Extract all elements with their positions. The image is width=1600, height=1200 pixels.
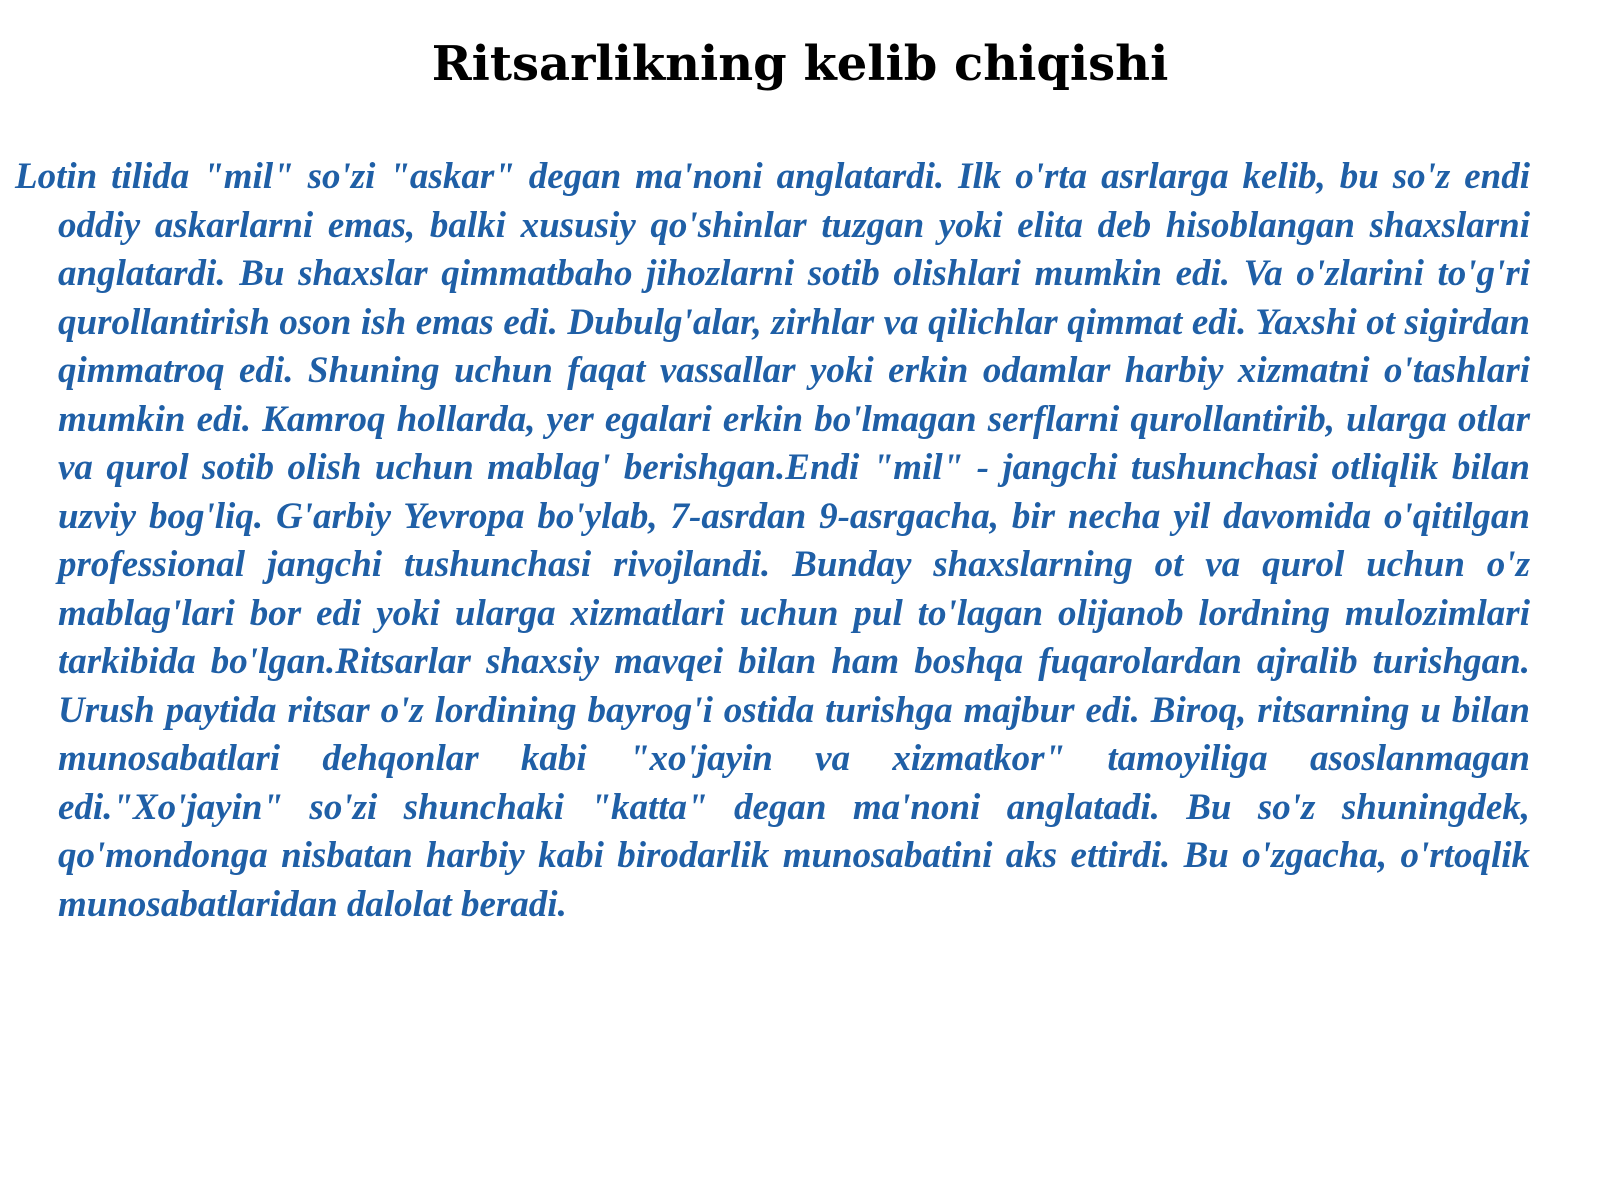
- slide-body-paragraph: Lotin tilida "mil" so'zi "askar" degan ma'noni anglatardi. Ilk o'rta asrlarga kelib, bu so'z endi oddiy askarlarni emas, balki xususiy qo'shinlar tuzgan yoki elita deb hisoblangan shaxslarni anglatardi. Bu shaxslar qimmatbaho jihozlarni sotib olishlari mumkin edi. Va o'zlarini to'g'ri qurollantirish oson ish emas edi. Dubulg'alar, zirhlar va qilichlar qimmat edi. Yaxshi ot sigirdan qimmatroq edi. Shuning uchun faqat vassallar yoki erkin odamlar harbiy xizmatni o'tashlari mumkin edi. Kamroq hollarda, yer egalari erkin bo'lmagan serflarni qurollantirib, ularga otlar va qurol sotib olish uchun mablag' berishgan.Endi "mil" - jangchi tushunchasi otliqlik bilan uzviy bog'liq. G'arbiy Yevropa bo'ylab, 7-asrdan 9-asrgacha, bir necha yil davomida o'qitilgan professional jangchi tushunchasi rivojlandi. Bunday shaxslarning ot va qurol uchun o'z mablag'lari bor edi yoki ularga xizmatlari uchun pul to'lagan olijanob lordning mulozimlari tarkibida bo'lgan.Ritsarlar shaxsiy mavqei bilan ham boshqa fuqarolardan ajralib turishgan. Urush paytida ritsar o'z lordining bayrog'i ostida turishga majbur edi. Biroq, ritsarning u bilan munosabatlari dehqonlar kabi "xo'jayin va xizmatkor" tamoyiliga asoslanmagan edi."Xo'jayin" so'zi shunchaki "katta" degan ma'noni anglatadi. Bu so'z shuningdek, qo'mondonga nisbatan harbiy kabi birodarlik munosabatini aks ettirdi. Bu o'zgacha, o'rtoqlik munosabatlaridan dalolat beradi.: [15, 156, 1530, 925]
- slide-title: Ritsarlikning kelib chiqishi: [431, 36, 1169, 92]
